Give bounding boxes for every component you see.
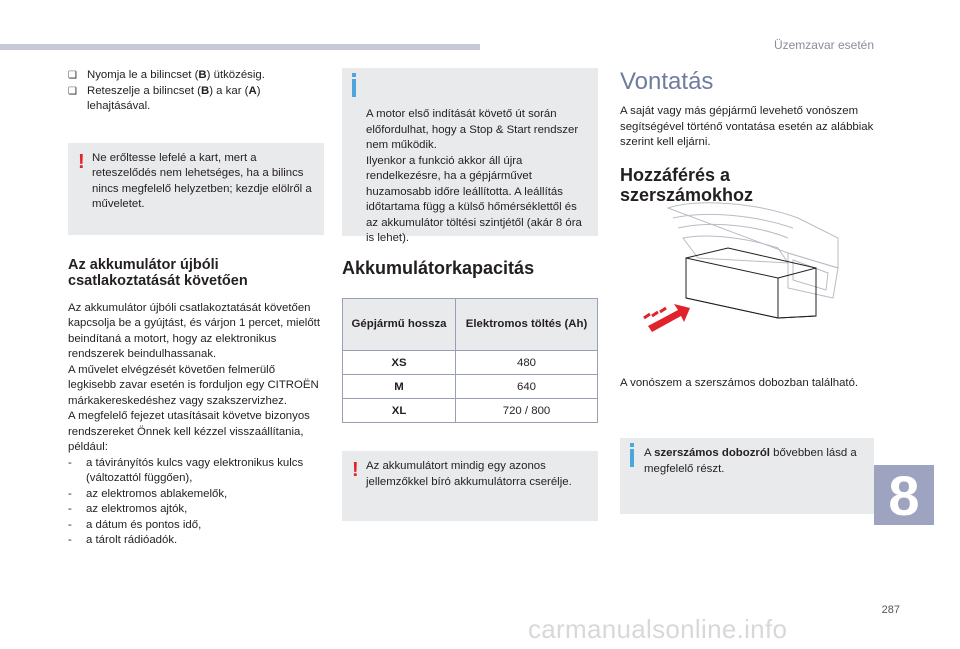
chapter-title: Üzemzavar esetén	[773, 38, 874, 52]
header-bar	[0, 44, 480, 50]
warning-note: ! Az akkumulátort mindig egy azonos jellemzőkkel bíró akkumulátorra cserélje.	[342, 451, 598, 521]
list-item: - a távirányítós kulcs vagy elektronikus kulcs (változattól függően),	[68, 456, 304, 484]
column-header: Gépjármű hossza	[343, 299, 456, 351]
illustration-caption: A vonószem a szerszámos dobozban található.	[620, 377, 859, 389]
warning-note: ! Ne erőltesse lefelé a kart, mert a reteszelődés nem lehetséges, ha a bilincs nincs megfelelő helyzetben; kezdje elölről a műveletet.	[68, 143, 324, 235]
arrow-bullet-icon: ❏	[68, 70, 77, 81]
page-number: 287	[881, 604, 900, 616]
section-heading: Az akkumulátor újbóli csatlakoztatását követően	[68, 256, 248, 289]
column-header: Elektromos töltés (Ah)	[456, 299, 598, 351]
watermark: carmanualsonline.info	[528, 614, 788, 644]
capacity-table	[342, 298, 598, 423]
section-heading: Hozzáférés a szerszámokhoz	[620, 164, 754, 205]
table-row	[343, 351, 598, 375]
section-heading: Akkumulátorkapacitás	[342, 258, 535, 278]
list-item: - a tárolt rádióadók.	[68, 534, 178, 546]
table-row	[343, 399, 598, 423]
chapter-tab: 8	[874, 465, 934, 525]
toolbox-illustration	[638, 198, 858, 358]
step-item: ❏ Reteszelje a bilincset (B) a kar (A) lehajtásával.	[68, 84, 261, 112]
paragraph: A saját vagy más gépjármű levehető vonószem segítségével történő vontatása esetén az alábbiak szerint kell eljárni.	[620, 105, 874, 148]
right-column	[620, 68, 874, 205]
middle-column	[342, 68, 598, 521]
table-cell: 640	[456, 375, 598, 399]
page-title: Vontatás	[620, 68, 714, 95]
info-note: A szerszámos dobozról bővebben lásd a megfelelő részt.	[620, 438, 874, 514]
table-cell: M	[343, 375, 456, 399]
warning-icon: !	[78, 150, 85, 173]
table-header-row	[343, 299, 598, 351]
table-row	[343, 375, 598, 399]
paragraph: A megfelelő fejezet utasításait követve bizonyos rendszereket Önnek kell kézzel visszaállítania, például:	[68, 410, 310, 453]
paragraph: A művelet elvégzését követően felmerülő legkisebb zavar esetén is forduljon egy CITROËN márkakereskedéshez vagy szakszervizhez.	[68, 363, 319, 407]
warning-icon: !	[352, 459, 359, 481]
paragraph: Az akkumulátor újbóli csatlakoztatását követően kapcsolja be a gyújtást, és várjon 1 percet, mielőtt beindítaná a motort, hogy az elektronikus rendszerek beindulhassanak.	[68, 301, 320, 360]
table-cell: XL	[343, 399, 456, 423]
red-arrow-icon	[644, 304, 690, 332]
list-item: - a dátum és pontos idő,	[68, 518, 202, 531]
info-icon	[630, 449, 634, 467]
table-cell: 720 / 800	[456, 399, 598, 423]
info-icon	[352, 79, 356, 97]
list-item: - az elektromos ablakemelők,	[68, 487, 228, 500]
table-cell: 480	[456, 351, 598, 375]
left-column	[68, 68, 324, 549]
info-note: A motor első indítását követő út során előfordulhat, hogy a Stop & Start rendszer nem működik. Ilyenkor a funkció akkor áll újra rendelkezésre, ha a gépjárművet huzamosabb időre leállította. A leállítás időtartama függ a külső hőmérséklettől és az akkumulátor töltési szintjétől (akár 8 óra is lehet).	[342, 68, 598, 236]
list-item: - az elektromos ajtók,	[68, 503, 188, 515]
table-cell: XS	[343, 351, 456, 375]
arrow-bullet-icon: ❏	[68, 85, 77, 97]
step-item: ❏ Nyomja le a bilincset (B) ütközésig.	[68, 68, 324, 84]
